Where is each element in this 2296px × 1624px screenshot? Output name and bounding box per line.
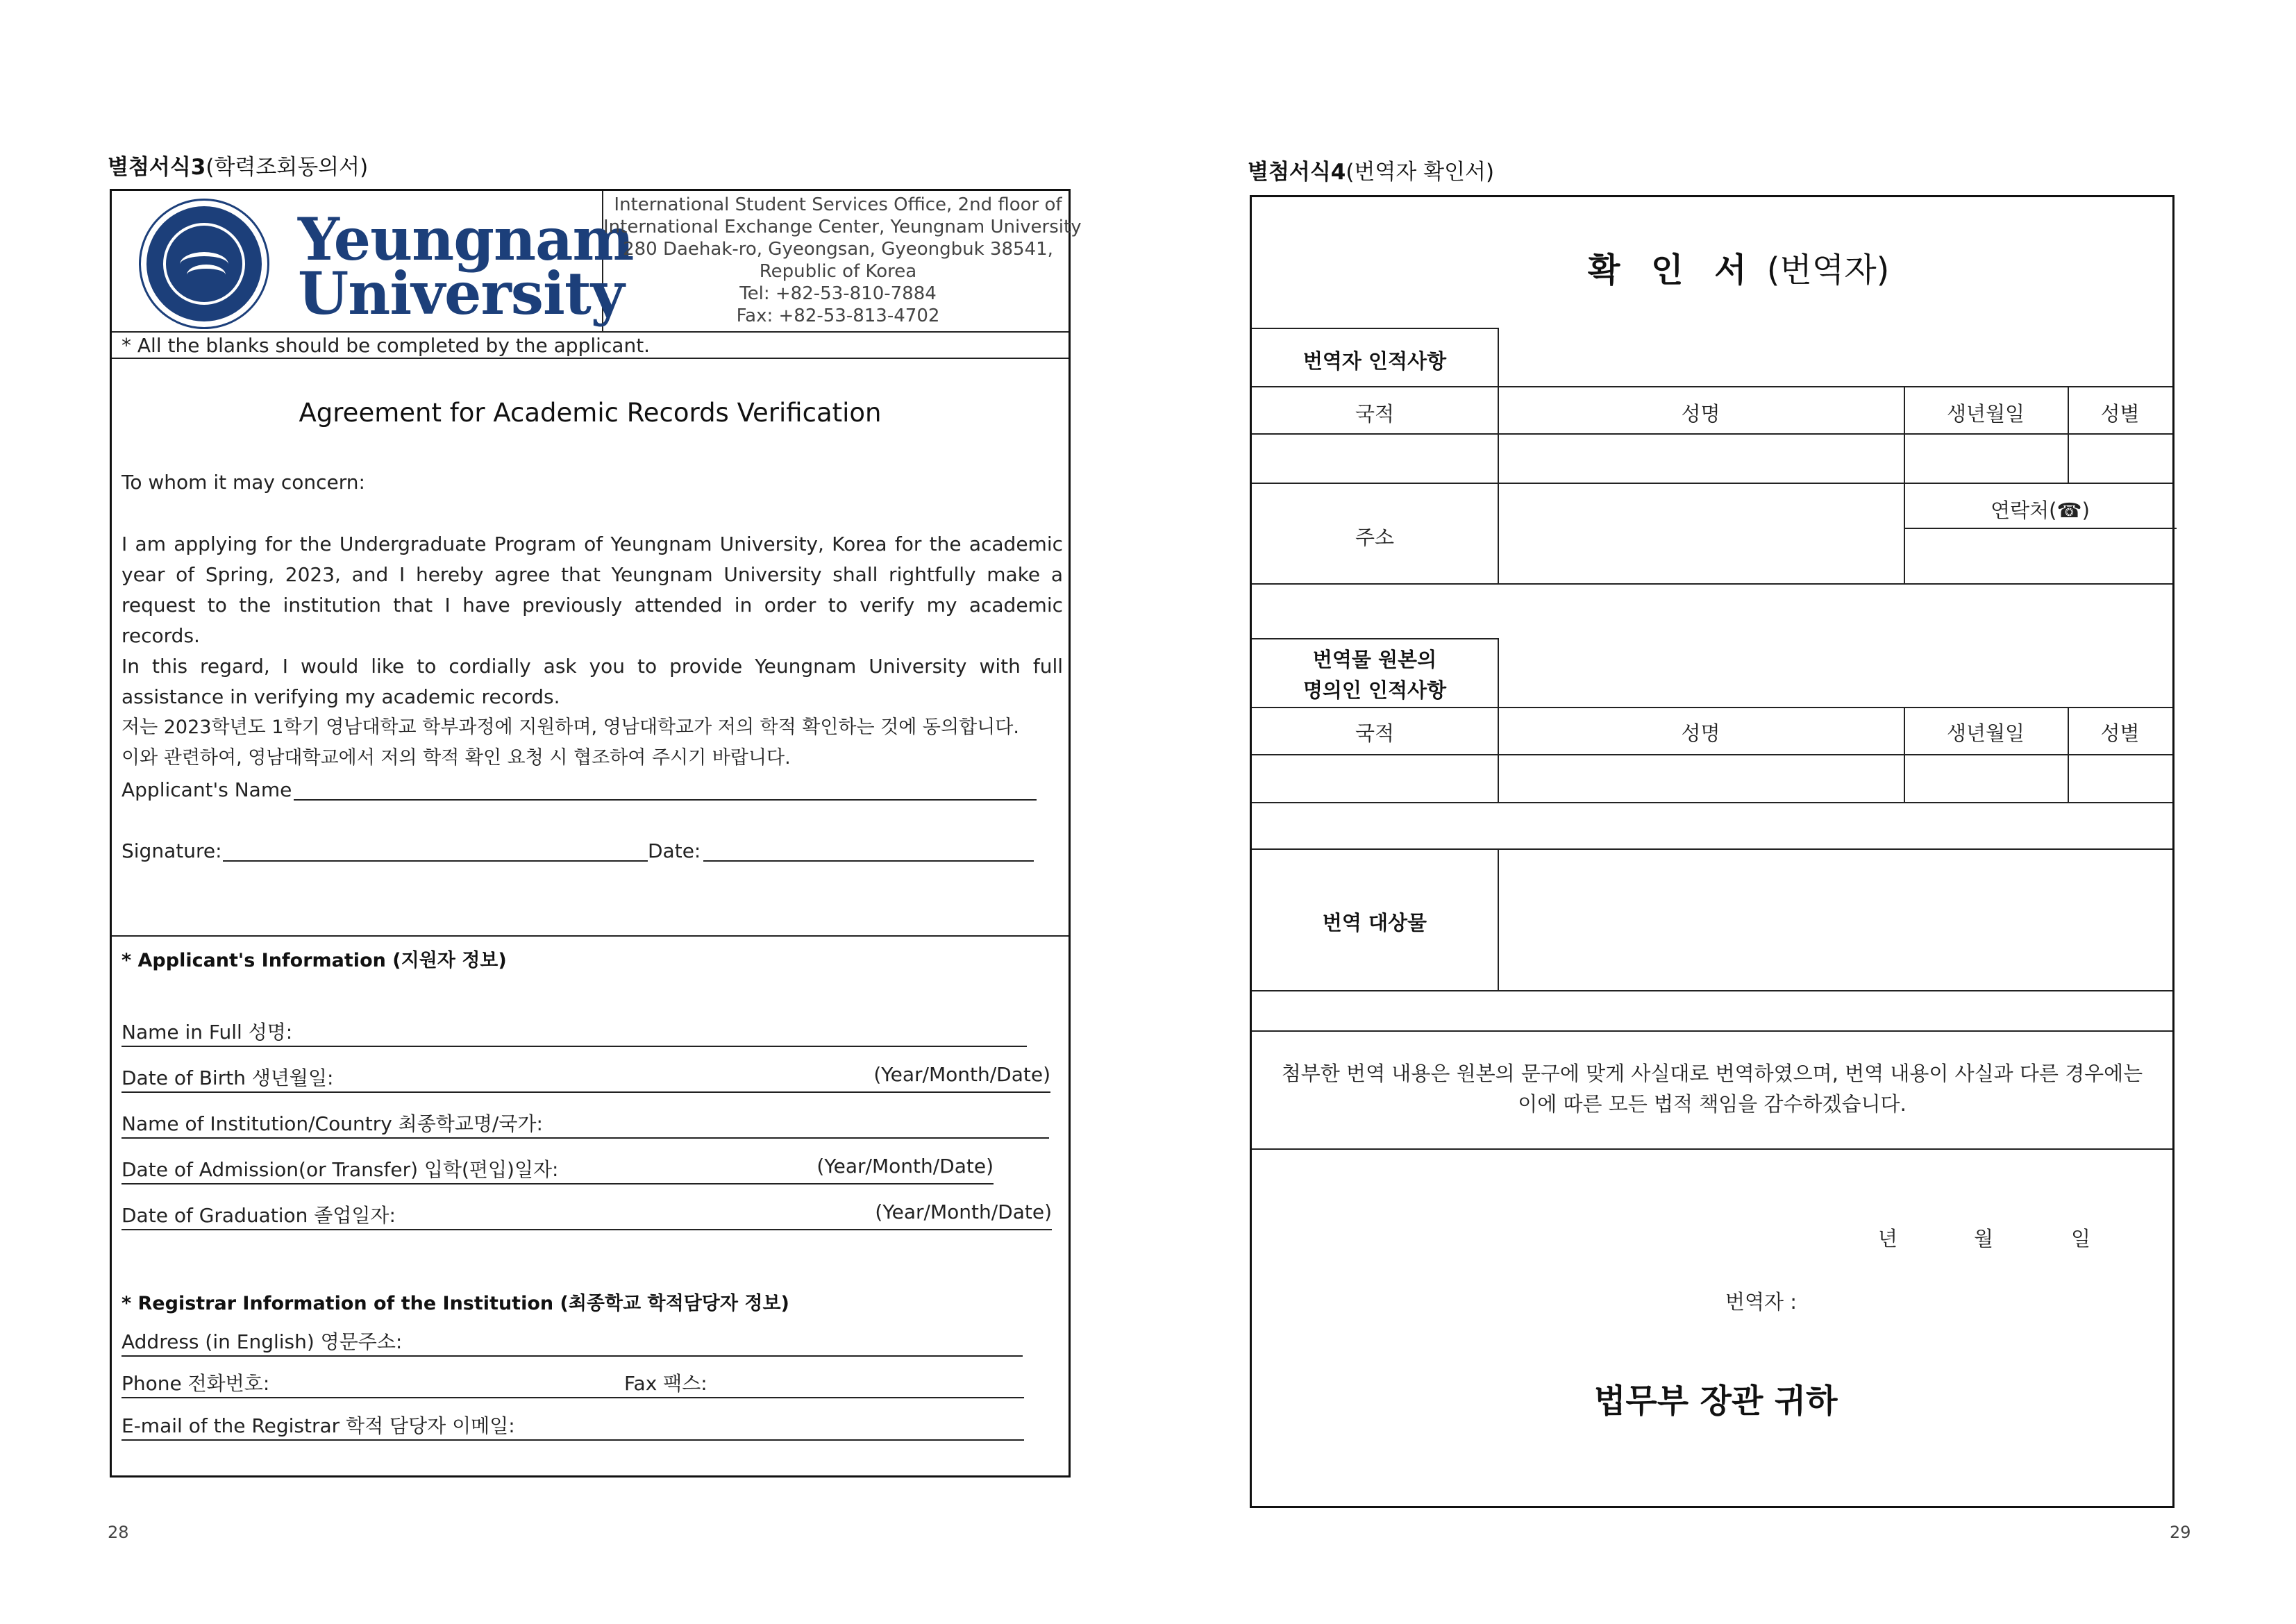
agreement-paragraph-ko-1: 저는 2023학년도 1학기 영남대학교 학부과정에 지원하며, 영남대학교가 저의 학적 확인하는 것에 동의합니다. [121,717,1019,738]
declaration-line1: 첨부한 번역 내용은 원본의 문구에 맞게 사실대로 번역하였으며, 번역 내용이 사실과 다른 경우에는 [1281,1062,2143,1085]
admission-date-field[interactable] [121,1155,994,1184]
translator-signature-field[interactable] [1807,1280,2099,1315]
graduation-date-label: Date of Graduation 졸업일자: [121,1204,396,1227]
graduation-date-format: (Year/Month/Date) [875,1200,1052,1223]
applicant-note: * All the blanks should be completed by the applicant. [121,334,651,357]
office-address [603,191,1082,331]
institution-field[interactable] [121,1109,1049,1139]
university-name-line2: University [298,259,624,328]
date-field[interactable] [703,860,1034,862]
addressee: 법무부 장관 귀하 [1594,1382,1838,1421]
translator-address-cell[interactable] [1498,484,1904,583]
university-logo-area [112,191,634,331]
translator-signature-label: 번역자 : [1725,1290,1798,1314]
translator-col-name: 성명 [1681,402,1720,426]
institution-label: Name of Institution/Country 최종학교명/국가: [121,1112,543,1135]
registrar-email-field[interactable] [121,1411,1024,1441]
translator-col-nationality: 국적 [1355,402,1395,426]
registrar-fax-label: Fax 팩스: [624,1372,707,1395]
translator-section-label: 번역자 인적사항 [1302,349,1447,373]
declaration-text [1252,1058,2172,1119]
registrar-address-label: Address (in English) 영문주소: [121,1330,403,1353]
original-name-cell[interactable] [1498,755,1904,801]
right-caption-rest: (번역자 확인서) [1346,160,1495,185]
original-col-name: 성명 [1681,721,1720,745]
original-col-dob: 생년월일 [1946,721,2025,745]
address-line: International Exchange Center, Yeungnam University [603,217,1082,237]
divider [112,358,1069,359]
translator-confirmation-form [1250,195,2175,1508]
address-line: Republic of Korea [759,261,917,282]
left-page-number: 28 [108,1523,129,1542]
date-year-label: 년 [1878,1227,1898,1250]
registrar-phone-fax-field[interactable] [121,1368,1024,1398]
address-line: International Student Services Office, 2nd floor of [614,194,1062,215]
address-tel: Tel: +82-53-810-7884 [739,283,937,304]
signature-field[interactable] [223,860,648,862]
original-section-label-line1: 번역물 원본의 [1312,648,1437,671]
address-fax: Fax: +82-53-813-4702 [736,305,940,326]
translation-target-cell[interactable] [1499,850,2172,989]
date-month-label: 월 [1974,1227,1994,1250]
admission-date-label: Date of Admission(or Transfer) 입학(편입)일자: [121,1158,559,1181]
admission-date-format: (Year/Month/Date) [816,1155,994,1178]
applicant-info-heading: * Applicant's Information (지원자 정보) [121,950,507,971]
left-caption-rest: (학력조회동의서) [206,155,369,180]
university-seal-icon [141,201,267,327]
agreement-body [121,529,1063,773]
document-title-main: 확 인 서 [1588,251,1757,290]
document-title-sub: (번역자) [1766,251,1890,290]
university-name-line1: Yeungnam [298,205,634,274]
address-line: 280 Daehak-ro, Gyeongsan, Gyeongbuk 38541, [623,239,1053,260]
original-section-label-line2: 명의인 인적사항 [1302,678,1447,702]
graduation-date-field[interactable] [121,1200,1052,1230]
registrar-address-field[interactable] [121,1327,1023,1357]
translator-contact-label: 연락처(☎) [1991,499,2090,522]
signature-label: Signature: [121,839,222,862]
name-in-full-field[interactable] [121,1017,1027,1047]
academic-records-agreement-form [110,189,1082,1477]
original-col-gender: 성별 [2100,721,2140,745]
translator-contact-cell[interactable] [1904,529,2172,583]
date-day-label: 일 [2071,1227,2091,1250]
divider [112,935,1069,937]
right-page-number: 29 [2170,1523,2191,1542]
agreement-paragraph-en-2: In this regard, I would like to cordially ask you to provide Yeungnam University with full assistance in verifying my academic records. [121,655,1063,708]
original-col-nationality: 국적 [1355,721,1395,745]
divider [112,331,1069,333]
right-caption [1248,154,1494,185]
left-caption [108,149,368,181]
applicant-name-field[interactable] [294,799,1037,801]
registrar-phone-label: Phone 전화번호: [121,1372,270,1395]
greeting: To whom it may concern: [121,471,365,494]
applicant-name-label: Applicant's Name [121,778,292,801]
registrar-info-heading: * Registrar Information of the Institution (최종학교 학적담당자 정보) [121,1293,789,1314]
translator-col-dob: 생년월일 [1946,402,2025,426]
document-title [1588,243,1889,291]
right-caption-bold: 별첨서식4 [1248,160,1346,185]
agreement-paragraph-ko-2: 이와 관련하여, 영남대학교에서 저의 학적 확인 요청 시 협조하여 주시기 바랍니다. [121,747,791,769]
declaration-line2: 이에 따른 모든 법적 책임을 감수하겠습니다. [1518,1092,1907,1116]
translator-name-cell[interactable] [1498,435,1904,481]
date-of-birth-label: Date of Birth 생년월일: [121,1066,334,1089]
date-label: Date: [648,839,701,862]
translation-target-label: 번역 대상물 [1322,911,1427,935]
name-in-full-label: Name in Full 성명: [121,1021,293,1044]
date-of-birth-field[interactable] [121,1063,1050,1093]
agreement-paragraph-en-1: I am applying for the Undergraduate Program of Yeungnam University, Korea for the academic year of Spring, 2023, and I hereby agree that Yeungnam University shall rightfully make a request to the institution that I have previously attended in order to verify my academic records. [121,533,1063,647]
form-title: Agreement for Academic Records Verification [299,398,882,428]
date-of-birth-format: (Year/Month/Date) [873,1063,1050,1086]
left-caption-bold: 별첨서식3 [108,155,206,180]
translator-col-gender: 성별 [2100,402,2140,426]
translator-address-label: 주소 [1355,526,1395,549]
registrar-email-label: E-mail of the Registrar 학적 담당자 이메일: [121,1414,515,1437]
